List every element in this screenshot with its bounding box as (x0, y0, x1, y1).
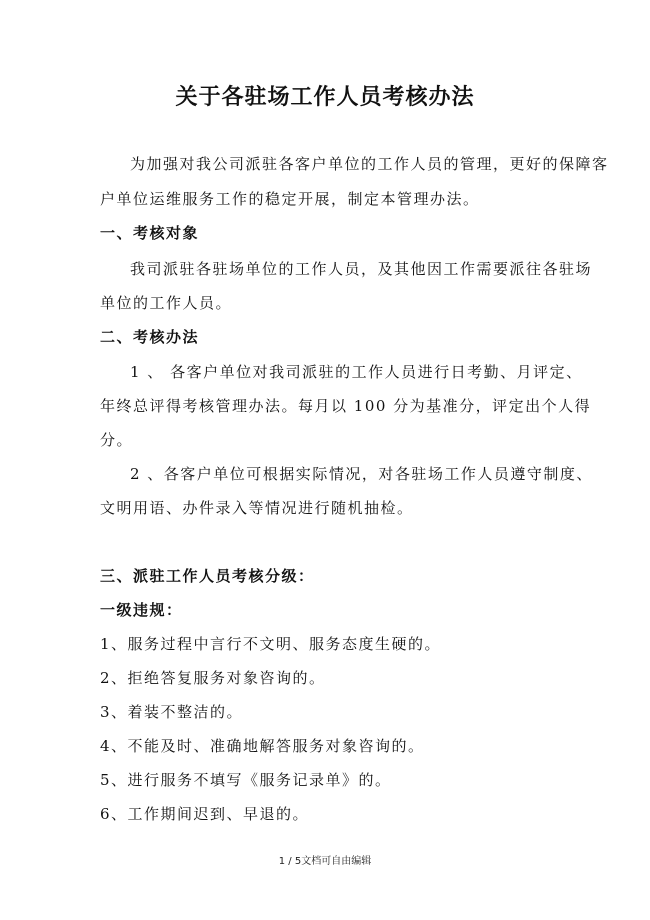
section3-heading: 三、派驻工作人员考核分级： (100, 567, 315, 585)
section2-item1-line-1: 1 、 各客户单位对我司派驻的工作人员进行日考勤、月评定、 (130, 363, 583, 381)
section2-heading: 二、考核办法 (100, 328, 200, 346)
section1-line-2: 单位的工作人员。 (100, 294, 233, 312)
section1-line-1: 我司派驻各驻场单位的工作人员，及其他因工作需要派往各驻场 (130, 260, 593, 278)
violation-item-2: 2、拒绝答复服务对象咨询的。 (100, 669, 326, 687)
violation-item-3: 3、着装不整洁的。 (100, 703, 244, 721)
section2-item1-line-2: 年终总评得考核管理办法。每月以 100 分为基准分，评定出个人得 (100, 397, 592, 415)
violation-item-4: 4、不能及时、准确地解答服务对象咨询的。 (100, 737, 425, 755)
violation-item-5: 5、进行服务不填写《服务记录单》的。 (100, 771, 392, 789)
intro-line-2: 户单位运维服务工作的稳定开展，制定本管理办法。 (100, 190, 480, 208)
section1-heading: 一、考核对象 (100, 224, 200, 242)
page-footer: 1 / 5文档可自由编辑 (278, 856, 372, 867)
section2-item2-line-1: 2 、各客户单位可根据实际情况，对各驻场工作人员遵守制度、 (130, 465, 593, 483)
violation-item-6: 6、工作期间迟到、早退的。 (100, 805, 310, 823)
intro-line-1: 为加强对我公司派驻各客户单位的工作人员的管理，更好的保障客 (130, 155, 609, 173)
section2-item1-line-3: 分。 (100, 431, 134, 449)
violation-item-1: 1、服务过程中言行不文明、服务态度生硬的。 (100, 635, 442, 653)
document-title: 关于各驻场工作人员考核办法 (175, 85, 475, 110)
section2-item2-line-2: 文明用语、办件录入等情况进行随机抽检。 (100, 499, 414, 517)
section3-subheading: 一级违规： (100, 601, 183, 619)
